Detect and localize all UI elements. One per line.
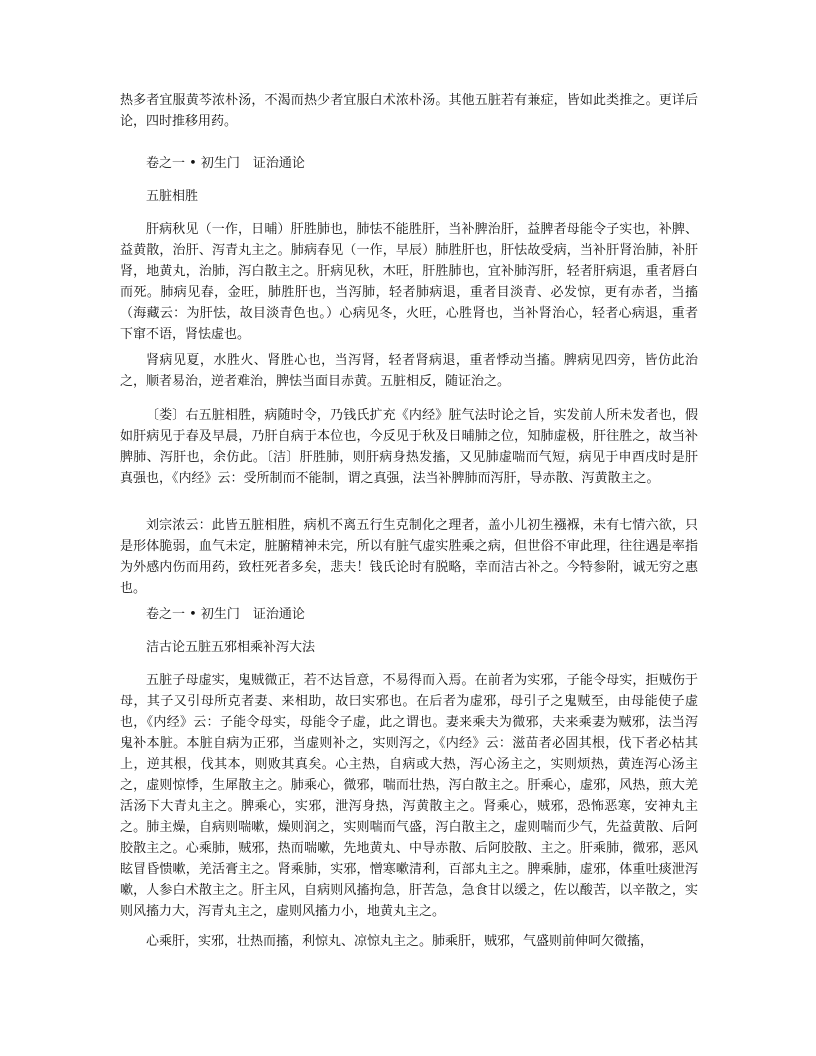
section-header: 卷之一 • 初生门 证治通论 xyxy=(146,607,305,622)
paragraph-body: 肝病秋见（一作，日晡）肝胜肺也，肺怯不能胜肝，当补脾治肝，益脾者母能令子实也，补脾、益黄散，治肝、泻青丸主之。肺病春见（一作，早辰）肺胜肝也，肝怯故受病，当补肝肾治肺，补肝肾，地黄丸，治肺，泻白散主之。肝病见秋，木旺，肝胜肺也，宜补肺泻肝，轻者肝病退，重者唇白而死。肺病见春，金旺，肺胜肝也，当泻肺，轻者肺病退，重者目淡青、必发惊，更有赤者，当搐（海藏云：为肝怯，故目淡青色也。）心病见冬，火旺，心胜肾也，当补肾治心，轻者心病退，重者下窜不语，肾怯虚也。 xyxy=(120,222,698,342)
paragraph-body: 心乘肝，实邪，壮热而搐，利惊丸、凉惊丸主之。肺乘肝，贼邪，气盛则前伸呵欠微搐， xyxy=(146,934,654,949)
paragraph-body: 肾病见夏，水胜火、肾胜心也，当泻肾，轻者肾病退，重者悸动当搐。脾病见四旁，皆仿此治之，顺者易治，逆者难治，脾怯当面目赤黄。五脏相反，随证治之。 xyxy=(120,353,698,389)
section-title: 五脏相胜 xyxy=(146,189,199,204)
section-title: 洁古论五脏五邪相乘补泻大法 xyxy=(146,640,316,655)
paragraph-body: 〔娄〕右五脏相胜，病随时令，乃钱氏扩充《内经》脏气法时论之旨，实发前人所未发者也，假如肝病见于春及早晨，乃肝自病于本位也，今反见于秋及日晡肺之位，知肺虚极，肝往胜之，故当补脾肺、泻肝也，余仿此。〔洁〕肝胜肺，则肝病身热发搐，又见肺虚喘而气短，病见于申酉戌时是肝真强也，《内经》云：受所制而不能制，谓之真强，法当补脾肺而泻肝，导赤散、泻黄散主之。 xyxy=(120,408,698,486)
paragraph-body: 五脏子母虚实，鬼贼微正，若不达旨意，不易得而入焉。在前者为实邪，子能令母实，拒贼伤于母，其子又引母所克者妻、来相助，故曰实邪也。在后者为虚邪，母引子之鬼贼至，由母能使子虚也，《内经》云：子能令母实，母能令子虚，此之谓也。妻来乘夫为微邪，夫来乘妻为贼邪，法当泻鬼补本脏。本脏自病为正邪，当虚则补之，实则泻之，《内经》云：滋苗者必固其根，伐下者必枯其上，逆其根，伐其本，则败其真矣。心主热，自病或大热，泻心汤主之，实则烦热，黄连泻心汤主之，虚则惊悸，生犀散主之。肺乘心，微邪，喘而壮热，泻白散主之。肝乘心，虚邪，风热，煎大羌活汤下大青丸主之。脾乘心，实邪，泄泻身热，泻黄散主之。肾乘心，贼邪，恐怖恶寒，安神丸主之。肺主燥，自病则喘嗽，燥则润之，实则喘而气盛，泻白散主之，虚则喘而少气，先益黄散、后阿胶散主之。心乘肺，贼邪，热而喘嗽，先地黄丸、中导赤散、后阿胶散、主之。肝乘肺，微邪，恶风眩冒昏愦嗽，羌活膏主之。肾乘肺，实邪，憎寒嗽清利，百部丸主之。脾乘肺，虚邪，体重吐痰泄泻嗽，人参白术散主之。肝主风，自病则风搐拘急，肝苦急，急食甘以缓之，佐以酸苦，以辛散之，实则风搐力大，泻青丸主之，虚则风搐力小，地黄丸主之。 xyxy=(120,673,698,919)
paragraph-body: 刘宗浓云：此皆五脏相胜，病机不离五行生克制化之理者，盖小儿初生襁褓，未有七情六欲，只是形体脆弱，血气未定，脏腑精神未完，所以有脏气虚实胜乘之病，但世俗不审此理，往往遇是率指为外感内伤而用药，致枉死者多矣，悲夫！钱氏论时有脱略，幸而洁古补之。今特参附，诚无穷之惠也。 xyxy=(120,518,698,596)
paragraph-intro-continuation: 热多者宜服黄芩浓朴汤，不渴而热少者宜服白术浓朴汤。其他五脏若有兼症，皆如此类推之。更详后论，四时推移用药。 xyxy=(120,93,698,129)
section-header: 卷之一 • 初生门 证治通论 xyxy=(146,156,305,171)
